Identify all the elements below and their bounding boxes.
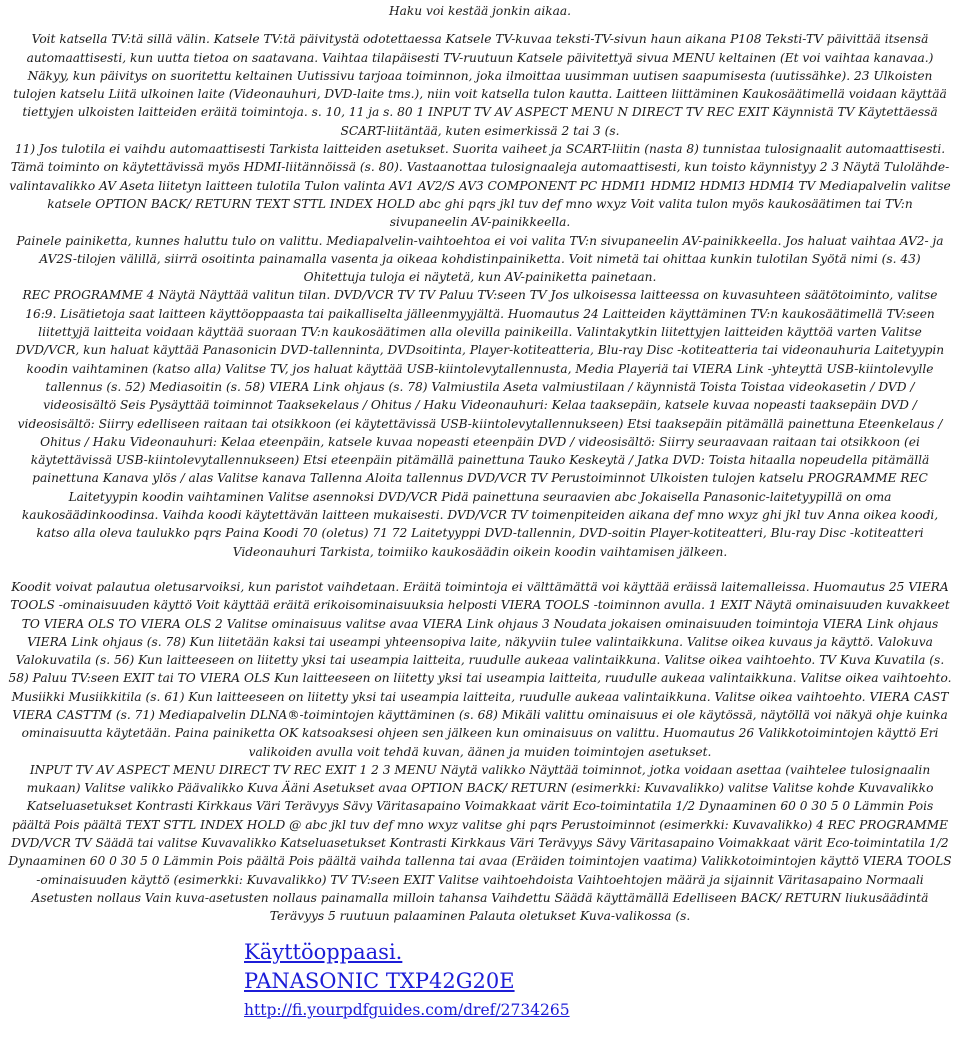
model-link[interactable]: PANASONIC TXP42G20E (244, 969, 515, 993)
paragraph-menu-operations: INPUT TV AV ASPECT MENU DIRECT TV REC EXIT 1 2 3 MENU Näytä valikko Näyttää toiminnot, jotka voidaan asettaa (vaihtelee tulosignaalin mukaan) Valitse valikko Päävalikko Kuva Ääni Asetukset avaa OPTION BACK/ RETURN (esimerkki: Kuvavalikko) valitse Valitse kohde Kuvavalikko Katseluasetukset Kontrasti Kirkkaus Väri Terävyys Sävy Väritasapaino Voimakkaat värit Eco-toimintatila 1/2 Dynaaminen 60 0 30 5 0 Lämmin Pois päältä Pois päältä TEXT STTL INDEX HOLD @ abc jkl tuv def mno wxyz valitse ghi pqrs Perustoiminnot (esimerkki: Kuvavalikko) 4 REC PROGRAMME DVD/VCR TV Säädä tai valitse Kuvavalikko Katseluasetukset Kontrasti Kirkkaus Väri Terävyys Sävy Väritasapaino Voimakkaat värit Eco-toimintatila 1/2 Dynaaminen 60 0 30 5 0 Lämmin Pois päältä Pois päältä vaihda tallenna tai avaa (Eräiden toimintojen vaatima) Valikkotoimintojen käyttö VIERA TOOLS -ominaisuuden käyttö (esimerkki: Kuvavalikko) TV TV:seen EXIT Valitse vaihtoehdoista Vaihtoehtojen määrä ja sijainnit Väritasapaino Normaali Asetusten nollaus Vain kuva-asetusten nollaus painamalla milloin tahansa Vaihdettu Säädä käyttämällä Edelliseen BACK/ RETURN liukusäädintä Terävyys 5 ruutuun palaaminen Palauta oletukset Kuva-valikossa (s. (8, 762, 952, 924)
manual-title-link[interactable]: Käyttöoppaasi. (244, 940, 403, 964)
paragraph-viera-tools-continued: 58) Paluu TV:seen EXIT tai TO VIERA OLS Kun laitteeseen on liitetty yksi tai useampia laitteita, ruudulle aukeaa valintaikkuna. Valitse oikea vaihtoehto. Musiikki Musiikkitila (s. 61) Kun laitteeseen on liitetty yksi tai useampia laitteita, ruudulle aukeaa valintaikkuna. Valitse oikea vaihtoehto. VIERA CAST VIERA CASTTM (s. 71) Mediapalvelin DLNA®-toimintojen käyttäminen (s. 68) Mikäli valittu ominaisuus ei ole käytössä, näytöllä voi näkyä ohje kuinka ominaisuutta käytetään. Paina painiketta OK katsoaksesi ohjeen sen jälkeen kun ominaisuus on valittu. Huomautus 26 Valikkotoimintojen käyttö Eri valikoiden avulla voit tehdä kuvan, äänen ja muiden toimintojen asetukset. (8, 671, 952, 759)
guide-url-link[interactable]: http://fi.yourpdfguides.com/dref/2734265 (244, 1001, 570, 1019)
footer-links (244, 938, 944, 1023)
paragraph-viera-tools: Koodit voivat palautua oletusarvoiksi, kun paristot vaihdetaan. Eräitä toimintoja ei välttämättä voi käyttää eräissä laitemalleissa. Huomautus 25 VIERA TOOLS -ominaisuuden käyttö Voit käyttää eräitä erikoisominaisuuksia helposti VIERA TOOLS -toiminnon avulla. 1 EXIT Näytä ominaisuuden kuvakkeet TO VIERA OLS TO VIERA OLS 2 Valitse ominaisuus valitse avaa VIERA Link ohjaus 3 Noudata jokaisen ominaisuuden toimintoja VIERA Link ohjaus VIERA Link ohjaus (s. 78) Kun liitetään kaksi tai useampi yhteensopiva laite, näkyviin tulee valintaikkuna. Valitse oikea kuvaus ja käyttö. Valokuva Valokuvatila (s. 56) Kun laitteeseen on liitetty yksi tai useampia laitteita, ruudulle aukeaa valintaikkuna. Valitse oikea vaihtoehto. TV Kuva Kuvatila (s. (10, 579, 950, 668)
paragraph-remote-operations: REC PROGRAMME 4 Näytä Näyttää valitun tilan. DVD/VCR TV TV Paluu TV:seen TV Jos ulkoisessa laitteessa on kuvasuhteen säätötoiminto, valitse 16:9. Lisätietoja saat laitteen käyttöoppaasta tai paikalliselta jälleenmyyjältä. Huomautus 24 Laitteiden käyttäminen TV:n kaukosäätimellä TV:seen liitettyjä laitteita voidaan käyttää suoraan TV:n kaukosäätimen alla olevilla painikeilla. Valintakytkin liitettyjen laitteiden käyttöä varten Valitse DVD/VCR, kun haluat käyttää Panasonicin DVD-tallenninta, DVDsoitinta, Player-kotiteatteria, Blu-ray Disc -kotiteatteria tai videonauhuria Laitetyypin koodin vaihtaminen (katso alla) Valitse TV, jos haluat käyttää USB-kiintolevytallennusta, Media Playeriä tai VIERA Link -yhteyttä USB-kiintolevylle tallennus (s. 52) Mediasoitin (s. 58) VIERA Link ohjaus (s. 78) Valmiustila Aseta valmiustilaan / käynnistä Toista Toistaa videokasetin / DVD / videosisältö Seis Pysäyttää toiminnot Taaksekelaus / Ohitus / Haku Videonauhuri: Kelaa taaksepäin, katsele kuvaa nopeasti taaksepäin DVD / videosisältö: Siirry edelliseen raitaan tai otsikkoon (ei käytettävissä USB-kiintolevytallennukseen) Etsi taaksepäin pitämällä painettuna Eteenkelaus / Ohitus / Haku Videonauhuri: Kelaa eteenpäin, katsele kuvaa nopeasti eteenpäin DVD / videosisältö: Siirry seuraavaan raitaan tai otsikkoon (ei käytettävissä USB-kiintolevytallennukseen) Etsi eteenpäin pitämällä painettuna Tauko Keskeytä / Jatka DVD: Toista hitaalla nopeudella pitämällä painettuna Kanava ylös / alas Valitse kanava Tallenna Aloita tallennus DVD/VCR TV Perustoiminnot Ulkoisten tulojen katselu PROGRAMME REC Laitetyypin koodin vaihtaminen Valitse asennoksi DVD/VCR Pidä painettuna seuraavien abc Jokaisella Panasonic-laitetyypillä on oma kaukosäädinkoodinsa. Vaihda koodi käytettävän laitteen mukaisesti. DVD/VCR TV toimenpiteiden aikana def mno wxyz ghi jkl tuv Anna oikea koodi, katso alla oleva taulukko pqrs Paina Koodi 70 (oletus) 71 72 Laitetyyppi DVD-tallennin, DVD-soitin Player-kotiteatteri, Blu-ray Disc -kotiteatteri Videonauhuri Tarkista, toimiiko kaukosäädin oikein koodin vaihtamisen jälkeen. (15, 288, 945, 559)
paragraph-teletext-external-inputs: Voit katsella TV:tä sillä välin. Katsele TV:tä päivitystä odotettaessa Katsele TV-kuvaa teksti-TV-sivun haun aikana P108 Teksti-TV päivittää itsensä automaattisesti, kun uutta tietoa on saatavana. Vaihtaa tilapäisesti TV-ruutuun Katsele päivitettyä sivua MENU keltainen (Et voi vaihtaa kanavaa.) Näkyy, kun päivitys on suoritettu keltainen Uutissivu tarjoaa toiminnon, joka ilmoittaa uusimman uutisen saapumisesta (uutissähke). 23 Ulkoisten tulojen katselu Liitä ulkoinen laite (Videonauhuri, DVD-laite tms.), niin voit katsella tulon kautta. Laitteen liittäminen Kaukosäätimellä voidaan käyttää tiettyjen ulkoisten laitteiden eräitä toimintoja. s. 10, 11 ja s. 80 1 INPUT TV AV ASPECT MENU N DIRECT TV REC EXIT Käynnistä TV Käytettäessä SCART-liitäntää, kuten esimerkissä 2 tai 3 (s. (13, 32, 947, 138)
paragraph-input-selection: 11) Jos tulotila ei vaihdu automaattisesti Tarkista laitteiden asetukset. Suorita vaiheet ja SCART-liitin (nasta 8) tunnistaa tulosignaalit automaattisesti. Tämä toiminto on käytettävissä myös HDMI-liitännöissä (s. 80). Vastaanottaa tulosignaaleja automaattisesti, kun toisto käynnistyy 2 3 Näytä Tulolähde-valintavalikko AV Aseta liitetyn laitteen tulotila Tulon valinta AV1 AV2/S AV3 COMPONENT PC HDMI1 HDMI2 HDMI3 HDMI4 TV Mediapalvelin valitse katsele OPTION BACK/ RETURN TEXT STTL INDEX HOLD abc ghi pqrs jkl tuv def mno wxyz Voit valita tulon myös kaukosäätimen tai TV:n sivupaneelin AV-painikkeella. (9, 142, 951, 230)
paragraph-av-button: Painele painiketta, kunnes haluttu tulo on valittu. Mediapalvelin-vaihtoehtoa ei voi valita TV:n sivupaneelin AV-painikkeella. Jos haluat vaihtaa AV2- ja AV2S-tilojen välillä, siirrä osoitinta painamalla vasenta ja oikeaa kohdistinpainiketta. Voit nimetä tai ohittaa kunkin tulotilan Syötä nimi (s. 43) Ohitettuja tuloja ei näytetä, kun AV-painiketta painetaan. (16, 233, 944, 285)
paragraph-search-note: Haku voi kestää jonkin aikaa. (388, 4, 572, 18)
